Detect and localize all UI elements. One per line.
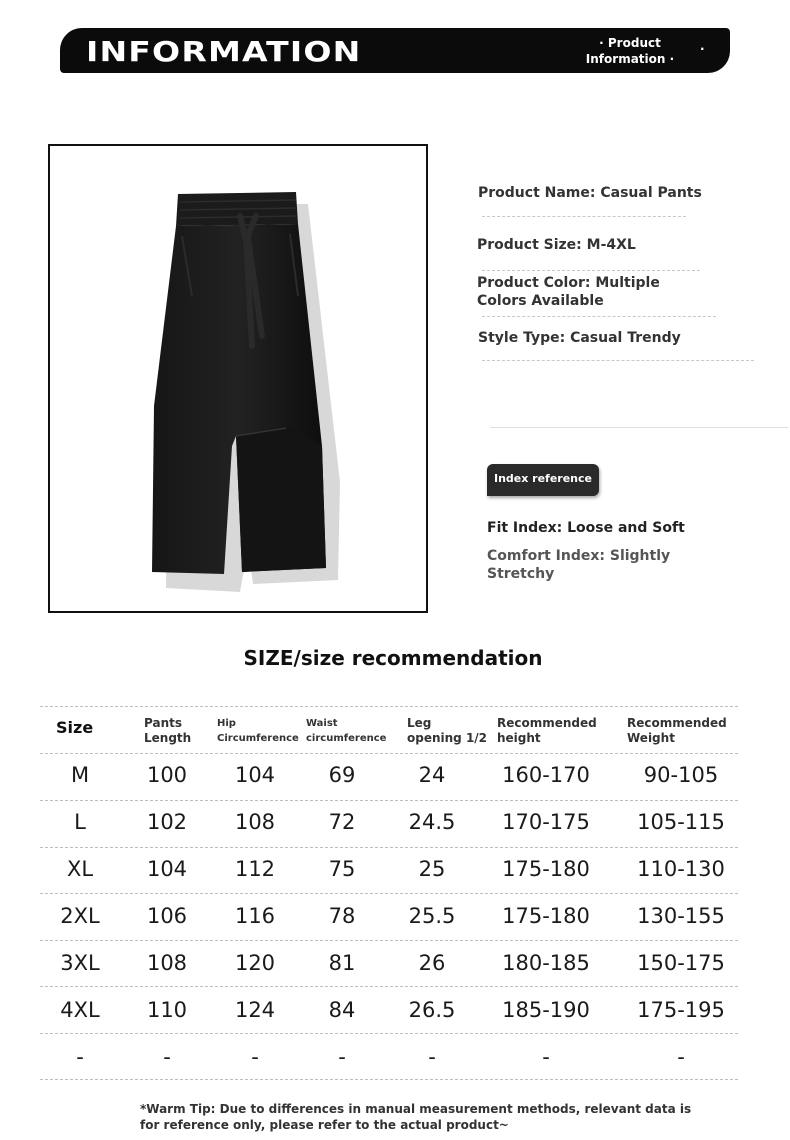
product-name: Product Name: Casual Pants — [478, 185, 702, 201]
table-cell: - — [677, 1045, 685, 1069]
black-wide-leg-pants-icon — [50, 146, 426, 611]
table-cell: 84 — [328, 998, 356, 1022]
banner-dot: · — [700, 42, 705, 56]
divider — [482, 216, 686, 217]
table-cell: - — [338, 1045, 346, 1069]
table-cell: 3XL — [60, 951, 100, 975]
table-header-line2: opening 1/2 — [407, 731, 488, 745]
size-section-title: SIZE/size recommendation — [243, 646, 543, 670]
table-header — [407, 716, 487, 746]
table-cell: - — [542, 1045, 550, 1069]
table-cell: 72 — [328, 810, 356, 834]
table-cell: 170-175 — [502, 810, 590, 834]
banner-subtitle — [585, 35, 675, 67]
banner-subtitle-line1: · Product — [585, 35, 675, 51]
table-cell: 130-155 — [637, 904, 725, 928]
table-cell: 110-130 — [637, 857, 725, 881]
divider — [482, 270, 700, 271]
table-cell: 104 — [234, 763, 276, 787]
table-divider — [40, 706, 738, 707]
warm-tip: *Warm Tip: Due to differences in manual measurement methods, relevant data is for reference only, please refer to the actual product~ — [140, 1102, 692, 1132]
divider — [482, 316, 716, 317]
table-header-line1: Recommended — [627, 716, 727, 730]
table-cell: XL — [66, 857, 94, 881]
table-cell: M — [70, 763, 90, 787]
table-cell: 108 — [234, 810, 276, 834]
table-cell: - — [76, 1045, 84, 1069]
product-image — [48, 144, 428, 613]
table-cell: 25.5 — [408, 904, 456, 928]
style-type: Style Type: Casual Trendy — [478, 330, 681, 346]
banner-subtitle-line2: Information · — [585, 51, 675, 67]
table-cell: 175-180 — [502, 904, 590, 928]
table-cell: 116 — [234, 904, 276, 928]
table-cell: 150-175 — [637, 951, 725, 975]
table-cell: 106 — [146, 904, 188, 928]
table-cell: L — [74, 810, 86, 834]
table-cell: 110 — [146, 998, 188, 1022]
table-header — [56, 720, 93, 735]
section-divider — [490, 427, 788, 428]
table-divider — [40, 986, 738, 987]
table-cell: 120 — [234, 951, 276, 975]
table-cell: 160-170 — [502, 763, 590, 787]
table-cell: 180-185 — [502, 951, 590, 975]
table-header-line1: Pants — [144, 716, 182, 730]
table-header-line1: Leg — [407, 716, 432, 730]
table-cell: 175-195 — [637, 998, 725, 1022]
table-header — [306, 716, 386, 746]
table-cell: 2XL — [60, 904, 100, 928]
table-cell: 112 — [234, 857, 276, 881]
table-header-line1: Size — [56, 718, 94, 737]
table-header-line1: Recommended — [497, 716, 597, 730]
comfort-index: Comfort Index: Slightly Stretchy — [487, 548, 671, 582]
table-header-line1: Waist — [306, 718, 338, 729]
table-cell: 175-180 — [502, 857, 590, 881]
table-divider — [40, 893, 738, 894]
product-size: Product Size: M-4XL — [477, 237, 636, 253]
table-cell: 4XL — [60, 998, 100, 1022]
banner-title: INFORMATION — [86, 35, 362, 68]
table-cell: 185-190 — [502, 998, 590, 1022]
table-header-line2: height — [497, 731, 541, 745]
table-cell: 26 — [418, 951, 446, 975]
table-header — [627, 716, 727, 746]
table-header-line2: circumference — [306, 733, 387, 744]
table-cell: 25 — [418, 857, 446, 881]
table-cell: 81 — [328, 951, 356, 975]
product-color: Product Color: Multiple Colors Available — [477, 275, 660, 309]
table-divider — [40, 847, 738, 848]
table-divider — [40, 1079, 738, 1080]
index-reference-tag: Index reference — [487, 464, 599, 496]
table-header — [497, 716, 597, 746]
table-cell: - — [251, 1045, 259, 1069]
table-cell: 24 — [418, 763, 446, 787]
table-cell: 78 — [328, 904, 356, 928]
table-cell: - — [428, 1045, 436, 1069]
table-divider — [40, 753, 738, 754]
table-cell: 104 — [146, 857, 188, 881]
table-cell: 108 — [146, 951, 188, 975]
table-header-line2: Weight — [627, 731, 675, 745]
table-cell: 90-105 — [643, 763, 719, 787]
table-cell: - — [163, 1045, 171, 1069]
table-header-line2: Length — [144, 731, 192, 745]
table-header — [217, 716, 299, 746]
table-cell: 69 — [328, 763, 356, 787]
table-cell: 100 — [146, 763, 188, 787]
table-divider — [40, 1033, 738, 1034]
table-header-line2: Circumference — [217, 733, 299, 744]
table-divider — [40, 940, 738, 941]
table-divider — [40, 800, 738, 801]
header-banner — [60, 28, 730, 73]
fit-index: Fit Index: Loose and Soft — [487, 520, 685, 536]
table-cell: 105-115 — [637, 810, 725, 834]
divider — [482, 360, 754, 361]
table-cell: 24.5 — [408, 810, 456, 834]
table-cell: 26.5 — [408, 998, 456, 1022]
table-cell: 75 — [328, 857, 356, 881]
table-header — [144, 716, 191, 746]
table-header-line1: Hip — [217, 718, 236, 729]
table-cell: 102 — [146, 810, 188, 834]
table-cell: 124 — [234, 998, 276, 1022]
